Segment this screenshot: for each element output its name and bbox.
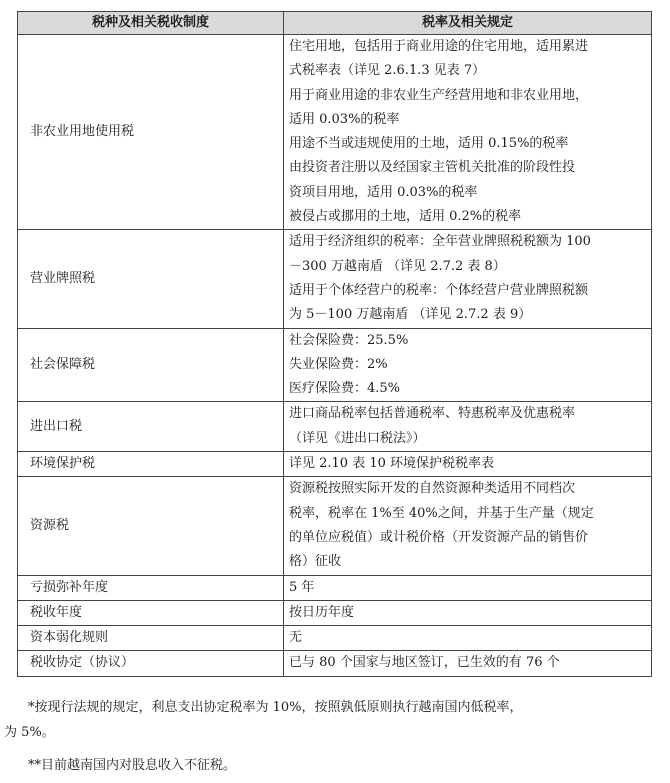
rate-cell	[284, 477, 652, 575]
table-header-row	[18, 12, 652, 35]
table-row	[18, 328, 652, 402]
rate-line: （详见《进出口税法》）	[289, 430, 426, 446]
tax-type-cell: 税收年度	[18, 600, 284, 625]
rate-line: 式税率表（详见 2.6.1.3 见表 7）	[289, 63, 486, 79]
tax-type-cell: 非农业用地使用税	[18, 35, 284, 230]
rate-line: 为 5－100 万越南盾 （详见 2.7.2 表 9）	[289, 307, 532, 323]
tax-type-cell: 营业牌照税	[18, 230, 284, 328]
rate-cell	[284, 402, 652, 452]
rate-cell	[284, 600, 652, 625]
rate-line: 由投资者注册以及经国家主管机关批准的阶段性投	[289, 160, 576, 176]
column-header-rate: 税率及相关规定	[284, 12, 652, 35]
tax-type-cell: 进出口税	[18, 402, 284, 452]
footnote-interest-cont: 为 5%。	[4, 725, 55, 740]
rate-line: 税率，税率在 1%至 40%之间，并基于生产量（规定	[289, 505, 594, 521]
table-row	[18, 452, 652, 477]
rate-line: 医疗保险费：4.5%	[289, 381, 401, 397]
rate-line: 住宅用地，包括用于商业用途的住宅用地，适用累进	[289, 39, 589, 54]
rate-line: 被侵占或挪用的土地，适用 0.2%的税率	[289, 209, 522, 225]
rate-line: 5 年	[289, 579, 315, 595]
rate-line: 社会保险费：25.5%	[289, 332, 409, 348]
rate-cell	[284, 626, 652, 651]
rate-cell	[284, 452, 652, 477]
rate-line: 格）征收	[289, 554, 342, 570]
rate-line: 已与 80 个国家与地区签订，已生效的有 76 个	[289, 655, 560, 671]
rate-line: 资源税按照实际开发的自然资源种类适用不同档次	[289, 481, 576, 497]
rate-line: 的单位应税值）或计税价格（开发资源产品的销售价	[289, 529, 589, 545]
table-row	[18, 651, 652, 676]
rate-line: 适用 0.03%的税率	[289, 111, 400, 127]
column-header-tax-type: 税种及相关税收制度	[18, 12, 284, 35]
tax-table	[17, 11, 652, 677]
table-row	[18, 600, 652, 625]
tax-type-cell: 社会保障税	[18, 328, 284, 402]
tax-type-cell: 资本弱化规则	[18, 626, 284, 651]
rate-cell	[284, 35, 652, 230]
rate-line: 适用于经济组织的税率：全年营业牌照税税额为 100	[289, 234, 591, 250]
tax-type-cell: 亏损弥补年度	[18, 575, 284, 600]
table-row	[18, 575, 652, 600]
tax-type-cell: 资源税	[18, 477, 284, 575]
rate-line: 按日历年度	[289, 604, 355, 620]
table-row	[18, 35, 652, 230]
table-row	[18, 626, 652, 651]
rate-line: 详见 2.10 表 10 环境保护税税率表	[289, 456, 495, 472]
rate-line: 适用于个体经营户的税率：个体经营户营业牌照税额	[289, 282, 589, 298]
footnote-interest: *按现行法规的规定，利息支出协定税率为 10%，按照孰低原则执行越南国内低税率，	[28, 700, 523, 715]
footnotes	[0, 695, 660, 778]
rate-line: 失业保险费：2%	[289, 356, 388, 372]
table-row	[18, 477, 652, 575]
rate-line: 进口商品税率包括普通税率、特惠税率及优惠税率	[289, 406, 576, 422]
table-row	[18, 230, 652, 328]
rate-line: 资项目用地，适用 0.03%的税率	[289, 184, 478, 200]
rate-cell	[284, 230, 652, 328]
rate-cell	[284, 651, 652, 676]
rate-line: 用于商业用途的非农业生产经营用地和非农业用地，	[289, 87, 589, 103]
rate-line: 无	[289, 630, 303, 646]
rate-cell	[284, 575, 652, 600]
tax-type-cell: 税收协定（协议）	[18, 651, 284, 676]
table-row	[18, 402, 652, 452]
rate-line: －300 万越南盾 （详见 2.7.2 表 8）	[289, 258, 506, 274]
tax-type-cell: 环境保护税	[18, 452, 284, 477]
footnote-dividend: **目前越南国内对股息收入不征税。	[28, 758, 237, 773]
rate-line: 用途不当或违规使用的土地，适用 0.15%的税率	[289, 136, 569, 152]
rate-cell	[284, 328, 652, 402]
